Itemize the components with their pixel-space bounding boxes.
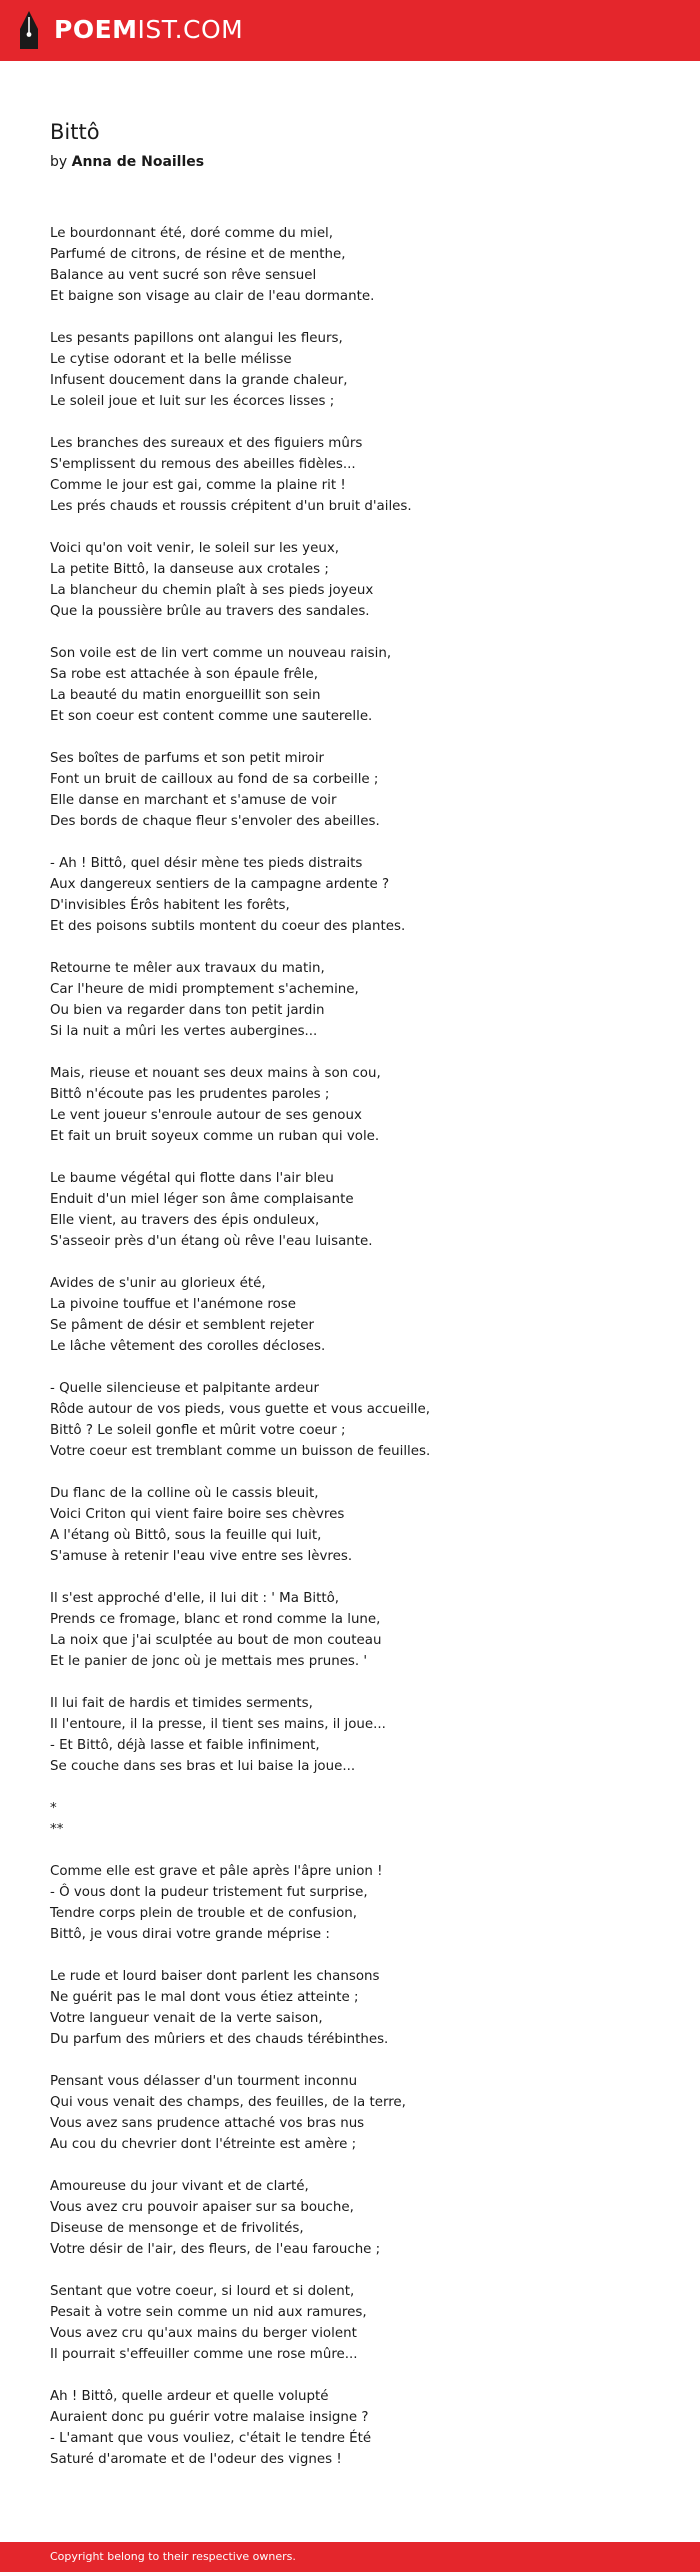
poem-stanza — [50, 1063, 670, 1147]
site-logo-link[interactable] — [18, 11, 243, 49]
poem-line: Sentant que votre coeur, si lourd et si dolent, — [50, 2284, 355, 2299]
brand-bold-text: POEM — [54, 15, 138, 44]
poem-line: Balance au vent sucré son rêve sensuel — [50, 268, 317, 283]
poem-line: Votre coeur est tremblant comme un buisson de feuilles. — [50, 1444, 431, 1459]
poem-line: Et le panier de jonc où je mettais mes prunes. ' — [50, 1654, 368, 1669]
poem-line: Qui vous venait des champs, des feuilles, de la terre, — [50, 2095, 406, 2110]
poem-line: Aux dangereux sentiers de la campagne ardente ? — [50, 877, 390, 892]
poem-line: Et baigne son visage au clair de l'eau dormante. — [50, 289, 375, 304]
poem-line: Ses boîtes de parfums et son petit miroir — [50, 751, 325, 766]
author-link[interactable]: Anna de Noailles — [71, 154, 205, 170]
poem-stanza — [50, 1483, 670, 1567]
poem-line: Bittô, je vous dirai votre grande méprise : — [50, 1927, 330, 1942]
poem-line: Pesait à votre sein comme un nid aux ramures, — [50, 2305, 367, 2320]
poem-line: Ah ! Bittô, quelle ardeur et quelle volupté — [50, 2389, 329, 2404]
poem-line: S'asseoir près d'un étang où rêve l'eau luisante. — [50, 1234, 373, 1249]
poem-line: Le bourdonnant été, doré comme du miel, — [50, 226, 334, 241]
poem-line: Le vent joueur s'enroule autour de ses genoux — [50, 1108, 362, 1123]
poem-line: D'invisibles Érôs habitent les forêts, — [50, 898, 290, 913]
poem-line: Se couche dans ses bras et lui baise la joue... — [50, 1759, 356, 1774]
poem-stanza — [50, 223, 670, 307]
poem-byline — [50, 152, 670, 172]
poem-line: Au cou du chevrier dont l'étreinte est amère ; — [50, 2137, 357, 2152]
poem-line: ** — [50, 1822, 64, 1837]
poem-line: Son voile est de lin vert comme un nouveau raisin, — [50, 646, 392, 661]
poem-stanza — [50, 328, 670, 412]
poem-line: Si la nuit a mûri les vertes aubergines... — [50, 1024, 318, 1039]
poem-line: Font un bruit de cailloux au fond de sa corbeille ; — [50, 772, 379, 787]
poem-line: Le lâche vêtement des corolles décloses. — [50, 1339, 326, 1354]
poem-line: Voici Criton qui vient faire boire ses chèvres — [50, 1507, 345, 1522]
poem-line: Infusent doucement dans la grande chaleur, — [50, 373, 348, 388]
poem-stanza — [50, 643, 670, 727]
poem-line: Votre langueur venait de la verte saison, — [50, 2011, 323, 2026]
poem-stanza — [50, 1378, 670, 1462]
poem-line: * — [50, 1801, 57, 1816]
poem-line: Bittô ? Le soleil gonfle et mûrit votre coeur ; — [50, 1423, 346, 1438]
poem-line: - Et Bittô, déjà lasse et faible infiniment, — [50, 1738, 320, 1753]
poem-line: Il lui fait de hardis et timides serments, — [50, 1696, 313, 1711]
poem-line: S'emplissent du remous des abeilles fidèles... — [50, 457, 356, 472]
poem-stanza — [50, 2176, 670, 2260]
poem-stanza — [50, 1861, 670, 1945]
poem-line: Mais, rieuse et nouant ses deux mains à son cou, — [50, 1066, 381, 1081]
site-header — [0, 0, 700, 61]
poem-title: Bittô — [50, 120, 100, 144]
poem-line: Il s'est approché d'elle, il lui dit : ' Ma Bittô, — [50, 1591, 340, 1606]
poem-line: Auraient donc pu guérir votre malaise insigne ? — [50, 2410, 369, 2425]
poem-stanza — [50, 433, 670, 517]
poem-line: Tendre corps plein de trouble et de confusion, — [50, 1906, 358, 1921]
poem-line: Saturé d'aromate et de l'odeur des vignes ! — [50, 2452, 342, 2467]
poem-line: Car l'heure de midi promptement s'achemine, — [50, 982, 359, 997]
poem-line: La pivoine touffue et l'anémone rose — [50, 1297, 297, 1312]
poem-line: Elle danse en marchant et s'amuse de voir — [50, 793, 337, 808]
poem-line: Retourne te mêler aux travaux du matin, — [50, 961, 325, 976]
poem-line: Comme elle est grave et pâle après l'âpre union ! — [50, 1864, 383, 1879]
poem-line: Du flanc de la colline où le cassis bleuit, — [50, 1486, 319, 1501]
poem-line: Le cytise odorant et la belle mélisse — [50, 352, 292, 367]
poem-line: Sa robe est attachée à son épaule frêle, — [50, 667, 318, 682]
poem-line: Les pesants papillons ont alangui les fleurs, — [50, 331, 343, 346]
poem-stanza — [50, 958, 670, 1042]
poem-line: - Quelle silencieuse et palpitante ardeur — [50, 1381, 319, 1396]
poem-stanza — [50, 853, 670, 937]
poem-line: La noix que j'ai sculptée au bout de mon couteau — [50, 1633, 382, 1648]
site-brand — [54, 11, 243, 49]
poem-line: Elle vient, au travers des épis onduleux, — [50, 1213, 320, 1228]
poem-line: Amoureuse du jour vivant et de clarté, — [50, 2179, 309, 2194]
poem-line: - L'amant que vous vouliez, c'était le tendre Été — [50, 2431, 372, 2446]
poem-stanza — [50, 1693, 670, 1777]
poem-line: Voici qu'on voit venir, le soleil sur les yeux, — [50, 541, 339, 556]
poem-line: Vous avez cru pouvoir apaiser sur sa bouche, — [50, 2200, 354, 2215]
poem-line: Enduit d'un miel léger son âme complaisante — [50, 1192, 354, 1207]
poem-line: La beauté du matin enorgueillit son sein — [50, 688, 321, 703]
poem-line: Se pâment de désir et semblent rejeter — [50, 1318, 315, 1333]
poem-stanza — [50, 1168, 670, 1252]
poem-stanza — [50, 1273, 670, 1357]
poem-line: Bittô n'écoute pas les prudentes paroles ; — [50, 1087, 330, 1102]
poem-stanza — [50, 538, 670, 622]
poem-line: Vous avez cru qu'aux mains du berger violent — [50, 2326, 357, 2341]
fountain-pen-nib-icon — [18, 11, 40, 49]
poem-line: Le baume végétal qui flotte dans l'air bleu — [50, 1171, 334, 1186]
poem-line: Le soleil joue et luit sur les écorces lisses ; — [50, 394, 335, 409]
poem-line: - Ô vous dont la pudeur tristement fut surprise, — [50, 1885, 368, 1900]
poem-line: Votre désir de l'air, des fleurs, de l'eau farouche ; — [50, 2242, 381, 2257]
poem-line: Et des poisons subtils montent du coeur des plantes. — [50, 919, 406, 934]
poem-body — [50, 223, 670, 2470]
poem-line: La blancheur du chemin plaît à ses pieds joyeux — [50, 583, 374, 598]
copyright-text: Copyright belong to their respective owners. — [50, 2550, 296, 2563]
poem-line: Il l'entoure, il la presse, il tient ses mains, il joue... — [50, 1717, 386, 1732]
poem-line: Ou bien va regarder dans ton petit jardin — [50, 1003, 325, 1018]
poem-line: Il pourrait s'effeuiller comme une rose mûre... — [50, 2347, 358, 2362]
poem-line: Et son coeur est content comme une sauterelle. — [50, 709, 373, 724]
poem-stanza — [50, 1588, 670, 1672]
poem-stanza — [50, 2071, 670, 2155]
poem-line: Vous avez sans prudence attaché vos bras nus — [50, 2116, 365, 2131]
poem-line: Le rude et lourd baiser dont parlent les chansons — [50, 1969, 380, 1984]
poem-line: Des bords de chaque fleur s'envoler des abeilles. — [50, 814, 380, 829]
poem-stanza — [50, 748, 670, 832]
poem-line: Prends ce fromage, blanc et rond comme la lune, — [50, 1612, 381, 1627]
poem-line: Avides de s'unir au glorieux été, — [50, 1276, 266, 1291]
poem-line: Et fait un bruit soyeux comme un ruban qui vole. — [50, 1129, 380, 1144]
poem-line: Du parfum des mûriers et des chauds térébinthes. — [50, 2032, 389, 2047]
poem-line: Comme le jour est gai, comme la plaine rit ! — [50, 478, 346, 493]
poem-line: La petite Bittô, la danseuse aux crotales ; — [50, 562, 329, 577]
byline-prefix: by — [50, 154, 68, 170]
poem-line: Les prés chauds et roussis crépitent d'un bruit d'ailes. — [50, 499, 412, 514]
poem-line: Rôde autour de vos pieds, vous guette et vous accueille, — [50, 1402, 431, 1417]
poem-line: Diseuse de mensonge et de frivolités, — [50, 2221, 304, 2236]
poem-stanza — [50, 2281, 670, 2365]
poem-line: Parfumé de citrons, de résine et de menthe, — [50, 247, 346, 262]
poem-line: Que la poussière brûle au travers des sandales. — [50, 604, 370, 619]
poem-stanza — [50, 2386, 670, 2470]
poem-line: A l'étang où Bittô, sous la feuille qui luit, — [50, 1528, 322, 1543]
poem-line: Ne guérit pas le mal dont vous étiez atteinte ; — [50, 1990, 359, 2005]
brand-light-text: IST.COM — [137, 15, 244, 44]
poem-line: Pensant vous délasser d'un tourment inconnu — [50, 2074, 358, 2089]
poem-line: - Ah ! Bittô, quel désir mène tes pieds distraits — [50, 856, 363, 871]
site-footer — [0, 2542, 700, 2572]
poem-line: S'amuse à retenir l'eau vive entre ses lèvres. — [50, 1549, 353, 1564]
poem-content — [50, 118, 670, 2491]
poem-stanza — [50, 1966, 670, 2050]
poem-stanza — [50, 1798, 670, 1840]
poem-line: Les branches des sureaux et des figuiers mûrs — [50, 436, 363, 451]
